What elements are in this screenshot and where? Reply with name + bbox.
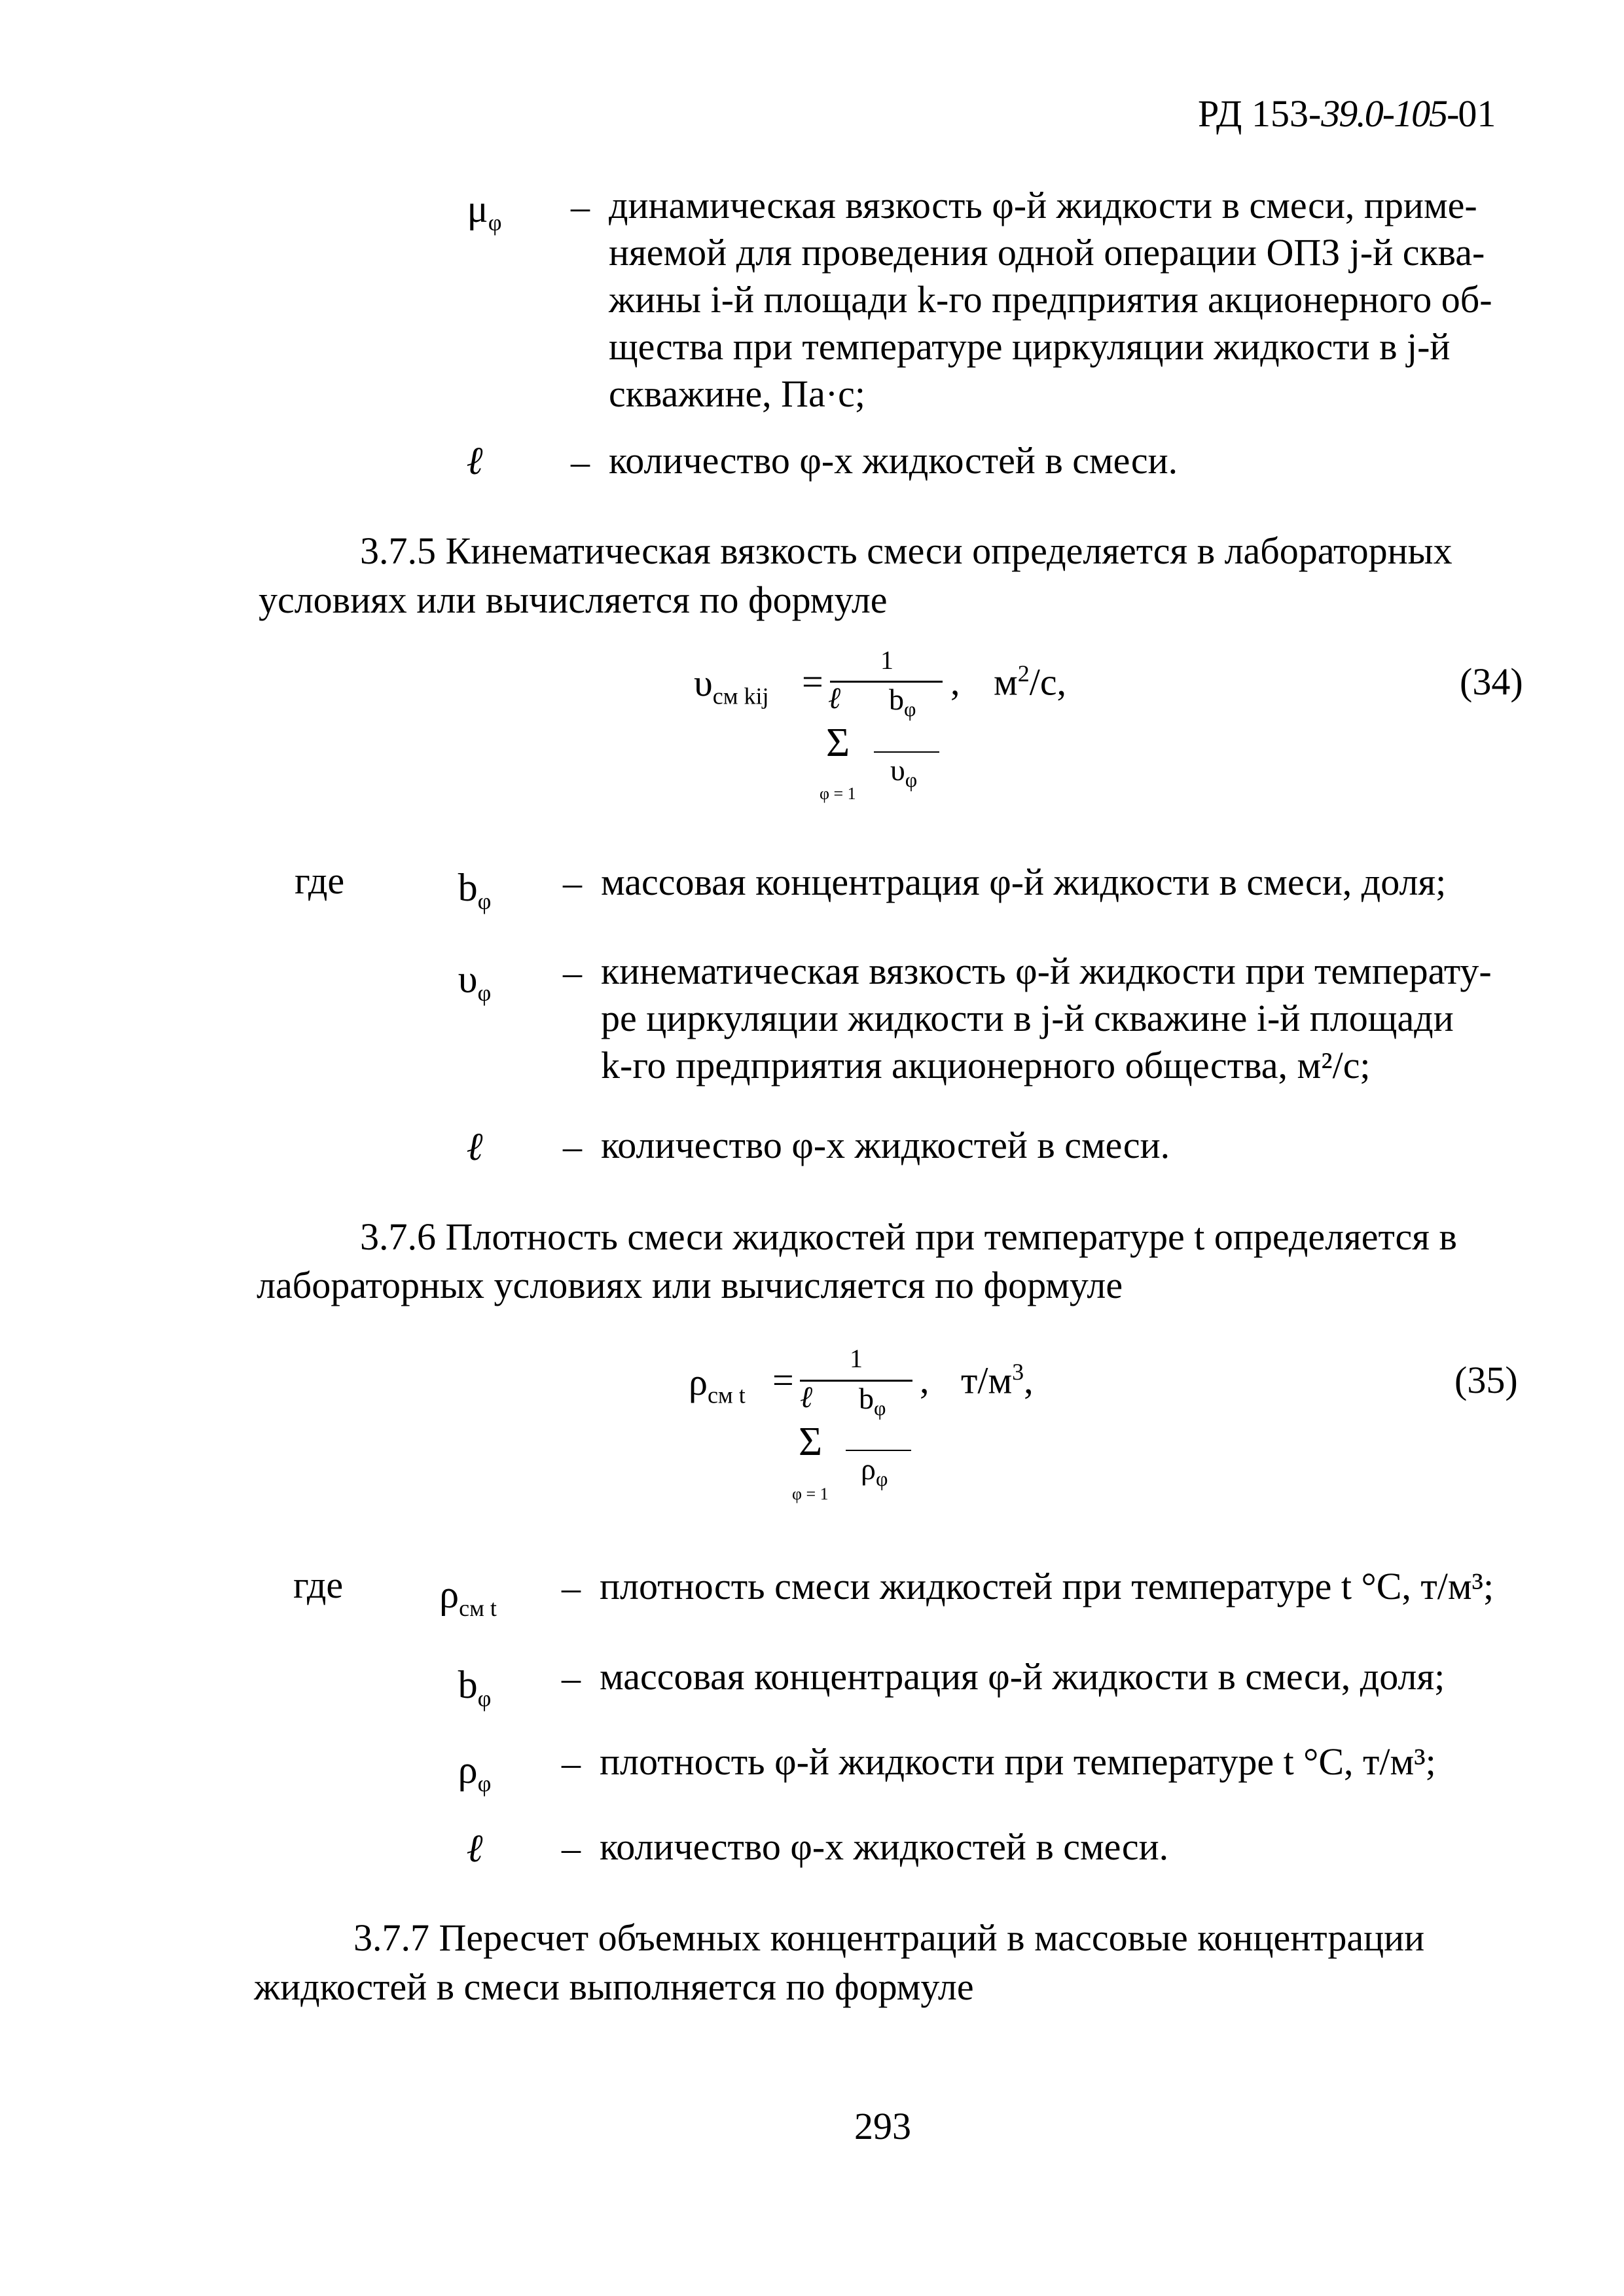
inner-fraction-bar xyxy=(846,1450,911,1451)
definition-mu-phi xyxy=(609,182,1532,418)
definition-dash: – xyxy=(563,861,582,904)
symbol-b-phi: $b_\varphi$ xyxy=(458,866,492,914)
definition-ell: количество φ-х жидкостей в смеси. xyxy=(601,1124,1170,1166)
document-code xyxy=(1198,92,1496,135)
definition-ell: количество φ-х жидкостей в смеси. xyxy=(600,1825,1169,1868)
definition-dash: – xyxy=(563,1125,582,1168)
paragraph-3-7-6-line2: лабораторных условиях или вычисляется по формуле xyxy=(257,1264,1123,1306)
symbol-rho-cm-t: $\rho_{см t}$ xyxy=(439,1573,497,1621)
definition-rho-cm-t: плотность смеси жидкостей при температуре t °С, т/м³; xyxy=(600,1565,1494,1607)
formula-equals: = xyxy=(802,660,823,703)
symbol-upsilon-phi: $\upsilon_\varphi$ xyxy=(458,958,492,1006)
formula-equals: = xyxy=(772,1359,794,1401)
formula-comma: , xyxy=(920,1359,929,1401)
definition-b-phi: массовая концентрация φ-й жидкости в смеси, доля; xyxy=(601,861,1447,903)
definition-line: жины i-й площади k-го предприятия акционерного об- xyxy=(609,278,1492,321)
formula-inner-denominator: $\rho_\varphi$ xyxy=(861,1452,888,1491)
formula-sigma: Σ xyxy=(799,1420,823,1464)
symbol-b-phi: $b_\varphi$ xyxy=(458,1663,492,1712)
definition-rho-phi: плотность φ-й жидкости при температуре t °С, т/м³; xyxy=(600,1740,1436,1783)
fraction-bar xyxy=(830,681,943,683)
fraction-bar xyxy=(800,1380,912,1382)
definition-dash: – xyxy=(571,440,590,483)
where-label: где xyxy=(293,1564,344,1606)
symbol-mu-phi: $\mu_\varphi$ xyxy=(467,187,502,236)
paragraph-3-7-6-line1: 3.7.6 Плотность смеси жидкостей при температуре t определяется в xyxy=(360,1215,1457,1258)
symbol-ell: ℓ xyxy=(466,439,483,482)
definition-b-phi: массовая концентрация φ-й жидкости в смеси, доля; xyxy=(600,1655,1445,1698)
formula-number: (35) xyxy=(1454,1359,1518,1401)
formula-lower-limit: φ = 1 xyxy=(792,1484,829,1503)
symbol-ell: ℓ xyxy=(466,1125,483,1168)
paragraph-3-7-5-line1: 3.7.5 Кинематическая вязкость смеси определяется в лабораторных xyxy=(360,529,1453,572)
document-code-number: 39.0-105- xyxy=(1321,92,1458,135)
definition-line: скважине, Па·с; xyxy=(609,372,865,415)
paragraph-3-7-5-line2: условиях или вычисляется по формуле xyxy=(259,579,888,621)
formula-inner-numerator: $b_\varphi$ xyxy=(859,1382,886,1420)
definition-line: ре циркуляции жидкости в j-й скважине i-й площади xyxy=(601,997,1454,1039)
formula-comma: , xyxy=(950,660,960,703)
page-number: 293 xyxy=(854,2105,911,2147)
paragraph-3-7-7-line2: жидкостей в смеси выполняется по формуле xyxy=(254,1965,974,2008)
formula-unit: $м^2/с$, xyxy=(994,660,1067,704)
formula-inner-denominator: $\upsilon_\varphi$ xyxy=(890,753,918,792)
formula-numerator: 1 xyxy=(880,645,893,675)
definition-line: k-го предприятия акционерного общества, м²/с; xyxy=(601,1044,1371,1086)
definition-line: няемой для проведения одной операции ОПЗ j-й сква- xyxy=(609,231,1485,274)
formula-lhs: $\rho_{см t}$ xyxy=(689,1361,746,1408)
formula-lower-limit: φ = 1 xyxy=(820,784,856,803)
formula-numerator: 1 xyxy=(850,1344,863,1373)
definition-dash: – xyxy=(562,1742,581,1784)
formula-lhs: $\upsilon_{см kij}$ xyxy=(694,662,769,709)
symbol-rho-phi: $\rho_\varphi$ xyxy=(458,1748,492,1797)
formula-ell: ℓ xyxy=(828,681,841,715)
where-label: где xyxy=(295,859,345,902)
formula-inner-numerator: $b_\varphi$ xyxy=(889,683,916,721)
formula-ell: ℓ xyxy=(800,1380,813,1414)
definition-dash: – xyxy=(562,1657,581,1699)
definition-dash: – xyxy=(563,951,582,994)
definition-upsilon-phi xyxy=(601,948,1530,1089)
formula-sigma: Σ xyxy=(826,721,850,765)
definition-dash: – xyxy=(562,1566,581,1609)
definition-ell: количество φ-х жидкостей в смеси. xyxy=(609,439,1178,482)
definition-dash: – xyxy=(571,185,590,228)
definition-line: щества при температуре циркуляции жидкости в j-й xyxy=(609,325,1451,368)
formula-number: (34) xyxy=(1460,660,1523,703)
definition-dash: – xyxy=(562,1827,581,1869)
definition-line: кинематическая вязкость φ-й жидкости при температу- xyxy=(601,950,1492,992)
definition-line: динамическая вязкость φ-й жидкости в смеси, приме- xyxy=(609,184,1477,226)
paragraph-3-7-7-line1: 3.7.7 Пересчет объемных концентраций в массовые концентрации xyxy=(353,1916,1425,1959)
document-code-prefix: РД 153- xyxy=(1198,92,1322,135)
document-code-suffix: 01 xyxy=(1458,92,1496,135)
symbol-ell: ℓ xyxy=(466,1827,483,1870)
formula-unit: $т/м^3$, xyxy=(961,1359,1034,1402)
